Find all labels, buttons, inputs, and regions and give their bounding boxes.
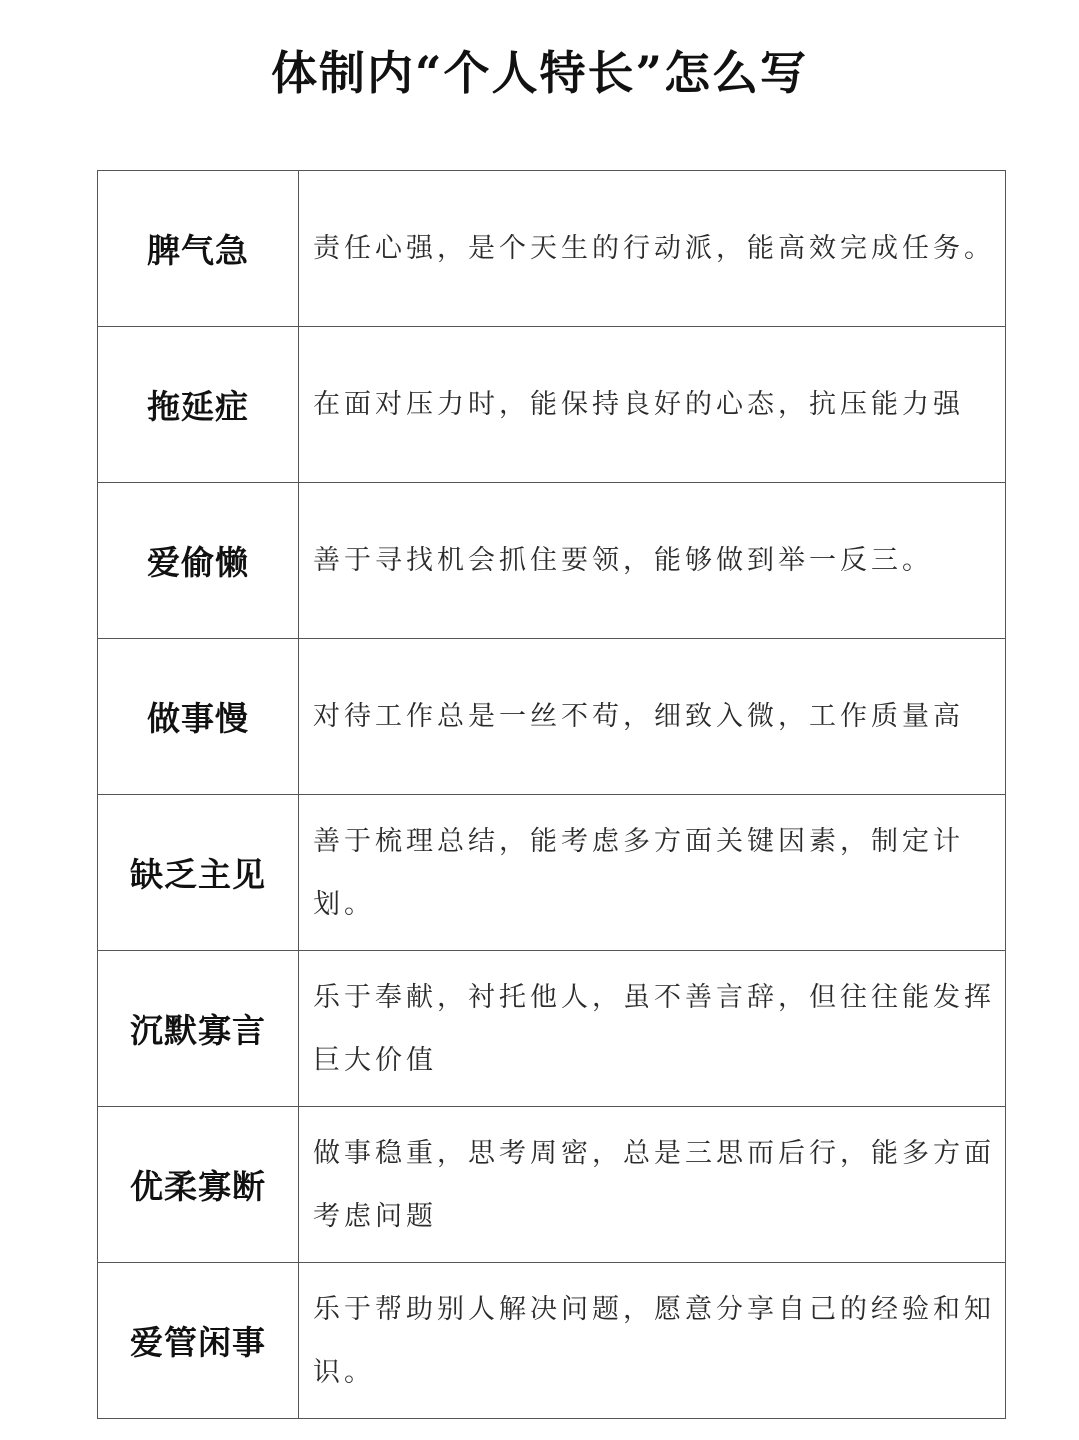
trait-cell: 做事慢 bbox=[98, 639, 299, 795]
table-row bbox=[98, 795, 1006, 951]
description-cell: 乐于帮助别人解决问题，愿意分享自己的经验和知识。 bbox=[299, 1263, 1006, 1419]
page-title: 体制内“个人特长”怎么写 bbox=[271, 46, 808, 100]
table-row bbox=[98, 483, 1006, 639]
trait-cell: 沉默寡言 bbox=[98, 951, 299, 1107]
description-cell: 乐于奉献，衬托他人，虽不善言辞，但往往能发挥巨大价值 bbox=[299, 951, 1006, 1107]
traits-table bbox=[97, 170, 1006, 1419]
description-cell: 善于梳理总结，能考虑多方面关键因素，制定计划。 bbox=[299, 795, 1006, 951]
table-row bbox=[98, 951, 1006, 1107]
description-cell: 对待工作总是一丝不苟，细致入微，工作质量高 bbox=[299, 639, 1006, 795]
description-cell: 善于寻找机会抓住要领，能够做到举一反三。 bbox=[299, 483, 1006, 639]
trait-cell: 脾气急 bbox=[98, 171, 299, 327]
table-row bbox=[98, 1263, 1006, 1419]
trait-cell: 拖延症 bbox=[98, 327, 299, 483]
table-row bbox=[98, 639, 1006, 795]
description-cell: 责任心强，是个天生的行动派，能高效完成任务。 bbox=[299, 171, 1006, 327]
table-row bbox=[98, 1107, 1006, 1263]
trait-cell: 缺乏主见 bbox=[98, 795, 299, 951]
table-row bbox=[98, 327, 1006, 483]
trait-cell: 优柔寡断 bbox=[98, 1107, 299, 1263]
description-cell: 做事稳重，思考周密，总是三思而后行，能多方面考虑问题 bbox=[299, 1107, 1006, 1263]
trait-cell: 爱偷懒 bbox=[98, 483, 299, 639]
table-row bbox=[98, 171, 1006, 327]
trait-cell: 爱管闲事 bbox=[98, 1263, 299, 1419]
description-cell: 在面对压力时，能保持良好的心态，抗压能力强 bbox=[299, 327, 1006, 483]
